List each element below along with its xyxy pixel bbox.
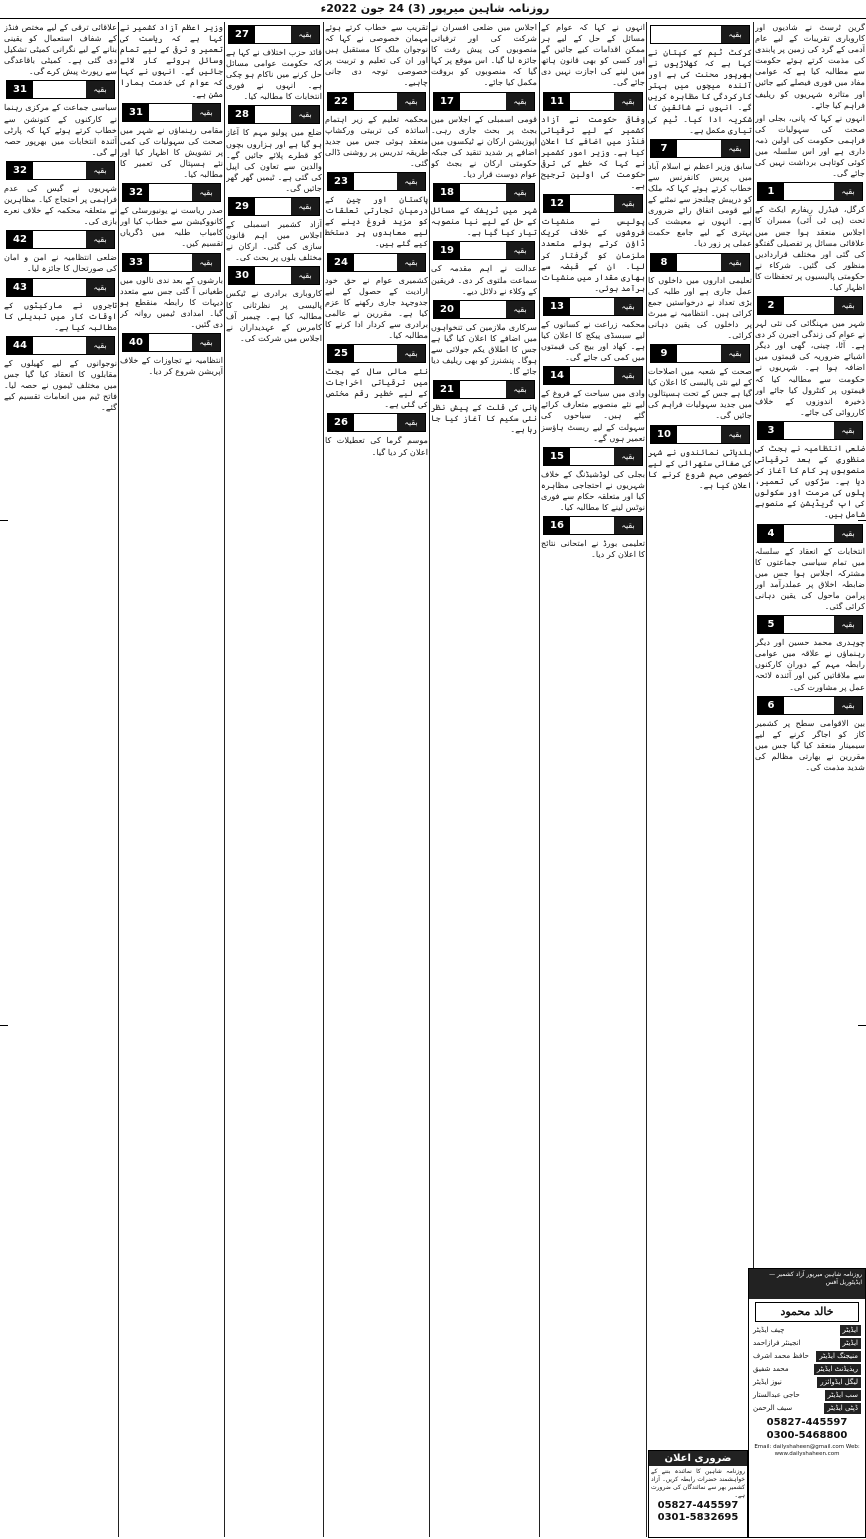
continuation-number: 10 (651, 426, 677, 443)
imprint-footer: Email: dailyshaheen@gmail.com Web: www.dailyshaheen.com (754, 1444, 860, 1457)
continuation-paragraph: چوہدری محمد حسین اور دیگر رہنماؤں نے علاقہ میں عوامی رابطہ مہم کے دوران کارکنوں سے ملاقاتیں کیں اور آئندہ لائحہ عمل پر مشاورت کی۔ (755, 637, 865, 692)
continuation-tag: بقیہ (506, 242, 534, 259)
continuation-tag: بقیہ (721, 26, 749, 43)
continuation-paragraph: ضلع میں پولیو مہم کا آغاز ہو گیا ہے اور ہزاروں بچوں کو قطرے پلائے جائیں گے۔ والدین سے تعاون کی اپیل کی گئی ہے۔ ٹیمیں گھر گھر جائیں گی۔ (226, 127, 322, 193)
continuation-box (6, 336, 115, 355)
continuation-box (433, 380, 535, 399)
continuation-paragraph: بجلی کی لوڈشیڈنگ کے خلاف شہریوں نے احتجاجی مظاہرہ کیا اور متعلقہ حکام سے فوری نوٹس لینے کا مطالبہ کیا۔ (541, 468, 645, 512)
continuation-box (757, 615, 863, 634)
continuation-paragraph: تعلیمی اداروں میں داخلوں کا عمل جاری ہے اور طلبہ کی بڑی تعداد نے درخواستیں جمع کرائی ہیں۔ انتظامیہ نے میرٹ پر داخلوں کی یقین دہانی کرائی۔ (648, 274, 752, 340)
notice-phone: 05827-445597 (657, 1500, 739, 1511)
continuation-paragraph: انتظامیہ نے تجاوزات کے خلاف آپریشن شروع کر دیا۔ (120, 354, 223, 377)
continuation-number: 31 (123, 104, 149, 121)
continuation-box (650, 25, 750, 44)
continuation-box (327, 413, 426, 432)
continuation-paragraph: محکمہ زراعت نے کسانوں کے لیے سبسڈی پیکج کا اعلان کیا ہے۔ کھاد اور بیج کی قیمتوں میں کمی کی جائے گی۔ (541, 318, 645, 363)
imprint-role: منیجنگ ایڈیٹر (816, 1351, 861, 1362)
continuation-tag: بقیہ (86, 81, 114, 98)
continuation-tag: بقیہ (397, 254, 425, 271)
continuation-paragraph: سابق وزیر اعظم نے اسلام آباد میں پریس کانفرنس سے خطاب کرتے ہوئے کہا کہ ملک کو درپیش چیلنجز سے نمٹنے کے لیے قومی اتفاق رائے ضروری ہے۔ انہوں نے معیشت کی بہتری کے لیے جامع حکمت عملی پر زور دیا۔ (648, 160, 752, 249)
continuation-tag: بقیہ (614, 298, 642, 315)
continuation-tag: بقیہ (614, 93, 642, 110)
continuation-number: 17 (434, 93, 460, 110)
notice-box (648, 1450, 748, 1538)
news-column (325, 22, 428, 1537)
continuation-tag: بقیہ (614, 517, 642, 534)
continuation-box (228, 197, 320, 216)
continuation-box (228, 105, 320, 124)
imprint-role-row (753, 1325, 861, 1336)
continuation-box (543, 194, 643, 213)
notice-body: روزنامہ شاہین کا نمائندہ بننے کے خواہشمند حضرات رابطہ کریں۔ آزاد کشمیر بھر سے نمائندگان کی ضرورت ہے۔ (651, 1468, 745, 1499)
continuation-box (6, 161, 115, 180)
imprint-roles (749, 1325, 865, 1414)
imprint-role-row (753, 1338, 861, 1349)
continuation-box (433, 300, 535, 319)
continuation-tag: بقیہ (834, 616, 862, 633)
continuation-tag: بقیہ (192, 334, 220, 351)
continuation-number: 31 (7, 81, 33, 98)
masthead-rule (0, 18, 866, 19)
imprint-role-row (753, 1390, 861, 1401)
continuation-number: 42 (7, 231, 33, 248)
continuation-tag: بقیہ (721, 426, 749, 443)
continuation-paragraph: کشمیری عوام نے حق خود ارادیت کے حصول کے لیے جدوجہد جاری رکھنے کا عزم کیا ہے۔ مقررین نے عالمی برادری سے کردار ادا کرنے کا مطالبہ کیا۔ (325, 274, 428, 340)
imprint-header: روزنامہ شاہین میرپور آزاد کشمیر — ایڈیٹوریل آفس (749, 1269, 865, 1299)
continuation-box (327, 253, 426, 272)
imprint-role: سب ایڈیٹر (825, 1390, 861, 1401)
continuation-box (757, 182, 863, 201)
continuation-tag: بقیہ (506, 301, 534, 318)
continuation-box (757, 421, 863, 440)
continuation-box (543, 447, 643, 466)
fold-mark (0, 1025, 8, 1026)
imprint-role: لیگل ایڈوائزر (817, 1377, 861, 1388)
notice-phone: 0301-5832695 (657, 1512, 739, 1523)
continuation-tag: بقیہ (86, 337, 114, 354)
continuation-number: 20 (434, 301, 460, 318)
continuation-number: 14 (544, 367, 570, 384)
continuation-tag: بقیہ (721, 254, 749, 271)
continuation-paragraph: قائد حزب اختلاف نے کہا ہے کہ حکومت عوامی مسائل حل کرنے میں ناکام ہو چکی ہے۔ انہوں نے فوری انتخابات کا مطالبہ کیا۔ (226, 47, 322, 102)
continuation-paragraph: کاروباری برادری نے ٹیکس پالیسی پر نظرثانی کا مطالبہ کیا ہے۔ چیمبر آف کامرس کے عہدیداران نے اجلاس میں شرکت کی۔ (226, 288, 322, 343)
continuation-number: 8 (651, 254, 677, 271)
continuation-number: 27 (229, 26, 255, 43)
continuation-tag: بقیہ (614, 195, 642, 212)
column-paragraph: گرین ٹرسٹ نے شادیوں اور کاروباری تقریبات کے لیے عام آدمی کے گرد کی زمین پر پابندی کی مذمت کرتے ہوئے حکومت سے مطالبہ کیا ہے کہ عوامی مفاد میں فوری فیصلے کیے جائیں اور متاثرہ شہریوں کو ریلیف فراہم کیا جائے۔ (755, 22, 865, 110)
continuation-paragraph: کرکٹ ٹیم کے کپتان نے کہا ہے کہ کھلاڑیوں نے بھرپور محنت کی ہے اور آئندہ میچوں میں بہتر کارکردگی کا مظاہرہ کریں گے۔ انہوں نے شائقین کا شکریہ ادا کیا۔ ٹیم کی تیاری مکمل ہے۔ (648, 47, 752, 135)
imprint-person: انجینئر فرازاحمد (753, 1339, 801, 1347)
continuation-box (543, 92, 643, 111)
continuation-tag: بقیہ (291, 198, 319, 215)
imprint-role: ایڈیٹر (840, 1338, 862, 1349)
fold-mark (858, 520, 866, 521)
continuation-box (650, 425, 750, 444)
column-rule (539, 22, 540, 1537)
continuation-paragraph: کرگل، فیڈرل ریفارم ایکٹ کے تحت (پی ٹی آئی) ممبران کا اجلاس منعقد ہوا جس میں علاقائی مسائل پر تفصیلی گفتگو کی گئی اور مختلف قراردادیں منظور کی گئیں۔ شرکاء نے حکومتی پالیسیوں پر تحفظات کا اظہار کیا۔ (755, 204, 865, 292)
masthead: روزنامہ شاہین میرپور (3) 24 جون 2022ء (320, 2, 550, 15)
continuation-paragraph: پاکستان اور چین کے درمیان تجارتی تعلقات کو مزید فروغ دینے کے لیے معاہدوں پر دستخط کیے گئے ہیں۔ (325, 194, 428, 249)
continuation-number: 22 (328, 93, 354, 110)
continuation-number: 32 (123, 184, 149, 201)
continuation-paragraph: بارشوں کے بعد ندی نالوں میں طغیانی آ گئی جس سے متعدد دیہات کا رابطہ منقطع ہو گیا۔ امدادی ٹیمیں روانہ کر دی گئیں۔ (120, 274, 223, 329)
continuation-tag: بقیہ (834, 183, 862, 200)
continuation-number: 26 (328, 414, 354, 431)
continuation-number: 25 (328, 345, 354, 362)
imprint-phone: 05827-445597 (766, 1417, 848, 1428)
continuation-number: 6 (758, 697, 784, 714)
imprint-role: ریذیڈنٹ ایڈیٹر (814, 1364, 861, 1375)
continuation-tag: بقیہ (834, 297, 862, 314)
continuation-box (327, 92, 426, 111)
continuation-paragraph: نوجوانوں کے لیے کھیلوں کے مقابلوں کا انعقاد کیا گیا جس میں مختلف ٹیموں نے حصہ لیا۔ فاتح ٹیم میں انعامات تقسیم کیے گئے۔ (4, 357, 117, 413)
continuation-number: 19 (434, 242, 460, 259)
continuation-number: 24 (328, 254, 354, 271)
fold-mark (0, 520, 8, 521)
continuation-number: 2 (758, 297, 784, 314)
continuation-number: 3 (758, 422, 784, 439)
continuation-paragraph: سرکاری ملازمین کی تنخواہوں میں اضافے کا اعلان کیا گیا ہے جس کا اطلاق یکم جولائی سے ہوگا۔ پنشنرز کو بھی ریلیف دیا جائے گا۔ (431, 321, 537, 377)
continuation-box (433, 92, 535, 111)
continuation-paragraph: تعلیمی بورڈ نے امتحانی نتائج کا اعلان کر دیا۔ (541, 538, 645, 560)
continuation-paragraph: صدر ریاست نے یونیورسٹی کے کانووکیشن سے خطاب کیا اور کامیاب طلبہ میں ڈگریاں تقسیم کیں۔ (120, 205, 223, 249)
continuation-box (6, 230, 115, 249)
continuation-box (122, 103, 221, 122)
continuation-paragraph: بلدیاتی نمائندوں نے شہر کی صفائی ستھرائی کے لیے خصوصی مہم شروع کرنے کا اعلان کیا ہے۔ (648, 446, 752, 490)
column-paragraph: انہوں نے کہا کہ پانی، بجلی اور صحت کی سہولیات کی فراہمی حکومت کی اولین ذمہ داری ہے اور اس سلسلہ میں کوئی کوتاہی برداشت نہیں کی جائے گی۔ (755, 112, 865, 179)
continuation-tag: بقیہ (397, 93, 425, 110)
continuation-paragraph: نئے مالی سال کے بجٹ میں ترقیاتی اخراجات کے لیے خطیر رقم مختص کی گئی ہے۔ (325, 366, 428, 410)
column-paragraph: تقریب سے خطاب کرتے ہوئے مہمان خصوصی نے کہا کہ نوجوان ملک کا مستقبل ہیں اور ان کی تعلیم و تربیت پر خصوصی توجہ دی جانی چاہیے۔ (325, 22, 428, 88)
continuation-box (543, 297, 643, 316)
imprint-role-row (753, 1377, 861, 1388)
column-paragraph: وزیر اعظم آزاد کشمیر نے کہا ہے کہ ریاست کی تعمیر و ترقی کے لیے تمام وسائل بروئے کار لائے جائیں گے۔ انہوں نے کہا کہ عوام کی خدمت ہمارا مشن ہے۔ (120, 22, 223, 99)
continuation-box (6, 80, 115, 99)
continuation-tag: بقیہ (834, 525, 862, 542)
imprint-role: ایڈیٹر (840, 1325, 862, 1336)
continuation-number: 23 (328, 173, 354, 190)
continuation-paragraph: وادی میں سیاحت کے فروغ کے لیے نئے منصوبے متعارف کرائے گئے ہیں۔ سیاحوں کی سہولت کے لیے ریسٹ ہاؤسز تعمیر ہوں گے۔ (541, 388, 645, 443)
continuation-box (327, 344, 426, 363)
imprint-role-row (753, 1351, 861, 1362)
continuation-paragraph: عدالت نے اہم مقدمہ کی سماعت ملتوی کر دی۔ فریقین کے وکلاء نے دلائل دیے۔ (431, 263, 537, 296)
continuation-box (228, 25, 320, 44)
continuation-box (433, 241, 535, 260)
continuation-paragraph: پولیس نے منشیات فروشوں کے خلاف کریک ڈاؤن کرتے ہوئے متعدد ملزمان کو گرفتار کر لیا۔ ان کے قبضہ سے بھاری مقدار میں منشیات برآمد ہوئی۔ (541, 216, 645, 293)
continuation-paragraph: ضلعی انتظامیہ نے بجٹ کی منظوری کے بعد ترقیاتی منصوبوں پر کام کا آغاز کر دیا ہے۔ سڑکوں کی تعمیر، پلوں کی مرمت اور سکولوں کی اپ گریڈیشن کے منصوبے شامل ہیں۔ (755, 442, 865, 520)
continuation-number: 33 (123, 254, 149, 271)
imprint-role-row (753, 1403, 861, 1414)
continuation-paragraph: وفاقی حکومت نے آزاد کشمیر کے لیے ترقیاتی فنڈز میں اضافے کا اعلان کیا ہے۔ وزیر امور کشمیر نے کہا کہ خطے کی ترقی حکومت کی اولین ترجیح ہے۔ (541, 113, 645, 191)
continuation-tag: بقیہ (506, 184, 534, 201)
continuation-tag: بقیہ (86, 162, 114, 179)
continuation-box (757, 524, 863, 543)
imprint-person: چیف ایڈیٹر (753, 1326, 785, 1334)
news-column (541, 22, 645, 1537)
imprint-role-row (753, 1364, 861, 1375)
continuation-number: 1 (758, 183, 784, 200)
column-paragraph: انہوں نے کہا کہ عوام کے مسائل کے حل کے لیے ہر ممکن اقدامات کیے جائیں گے اور کسی کو بھی قانون ہاتھ میں لینے کی اجازت نہیں دی جائے گی۔ (541, 22, 645, 88)
continuation-number: 12 (544, 195, 570, 212)
continuation-paragraph: آزاد کشمیر اسمبلی کے اجلاس میں اہم قانون سازی کی گئی۔ ارکان نے مختلف بلوں پر بحث کی۔ (226, 219, 322, 263)
continuation-number: 16 (544, 517, 570, 534)
fold-mark (858, 1025, 866, 1026)
imprint-person: محمد شفیق (753, 1365, 789, 1373)
column-rule (429, 22, 430, 1537)
continuation-paragraph: تاجروں نے مارکیٹوں کے اوقات کار میں تبدیلی کا مطالبہ کیا ہے۔ (4, 299, 117, 332)
continuation-number: 29 (229, 198, 255, 215)
continuation-box (650, 139, 750, 158)
imprint-person: نیوز ایڈیٹر (753, 1378, 782, 1386)
continuation-box (122, 253, 221, 272)
imprint-phone: 0300-5468800 (766, 1430, 848, 1441)
continuation-number: 21 (434, 381, 460, 398)
continuation-box (6, 278, 115, 297)
continuation-paragraph: ضلعی انتظامیہ نے امن و امان کی صورتحال کا جائزہ لیا۔ (4, 252, 117, 274)
news-column (226, 22, 322, 1537)
continuation-box (650, 344, 750, 363)
continuation-paragraph: سیاسی جماعت کے مرکزی رہنما نے کارکنوں کے کنونشن سے خطاب کرتے ہوئے کہا کہ پارٹی آئندہ انتخابات میں بھرپور حصہ لے گی۔ (4, 102, 117, 157)
continuation-number: 44 (7, 337, 33, 354)
continuation-tag: بقیہ (291, 26, 319, 43)
column-rule (118, 22, 119, 1537)
continuation-paragraph: موسم گرما کی تعطیلات کا اعلان کر دیا گیا۔ (325, 435, 428, 457)
news-column (431, 22, 537, 1537)
news-column (648, 22, 752, 1446)
column-paragraph: اجلاس میں ضلعی افسران نے شرکت کی اور ترقیاتی منصوبوں کی پیش رفت کا جائزہ لیا گیا۔ اس موقع پر کہا گیا کہ منصوبوں کو بروقت مکمل کیا جائے۔ (431, 22, 537, 88)
continuation-box (543, 516, 643, 535)
continuation-paragraph: صحت کے شعبہ میں اصلاحات کے لیے نئی پالیسی کا اعلان کیا گیا ہے جس کے تحت ہسپتالوں میں جدید سہولیات فراہم کی جائیں گی۔ (648, 366, 752, 421)
news-column (120, 22, 223, 1537)
continuation-paragraph: مقامی رہنماؤں نے شہر میں صحت کی سہولیات کی کمی پر تشویش کا اظہار کیا اور نئے ہسپتال کی تعمیر کا مطالبہ کیا۔ (120, 124, 223, 180)
imprint-logo: خالد محمود (755, 1302, 859, 1322)
continuation-box (543, 366, 643, 385)
continuation-paragraph: شہر میں ٹریفک کے مسائل کے حل کے لیے نیا منصوبہ تیار کیا گیا ہے۔ (431, 205, 537, 238)
continuation-paragraph: انتخابات کے انعقاد کے سلسلہ میں تمام سیاسی جماعتوں کا مشترکہ اجلاس ہوا جس میں ضابطہ اخلاق پر عملدرآمد اور پرامن ماحول کی یقین دہانی کرائی گئی۔ (755, 545, 865, 612)
continuation-number: 4 (758, 525, 784, 542)
continuation-box (650, 253, 750, 272)
continuation-box (228, 266, 320, 285)
continuation-number: 18 (434, 184, 460, 201)
continuation-number: 7 (651, 140, 677, 157)
continuation-box (757, 696, 863, 715)
continuation-number: 40 (123, 334, 149, 351)
continuation-number: 11 (544, 93, 570, 110)
continuation-tag: بقیہ (291, 267, 319, 284)
notice-title: ضروری اعلان (649, 1451, 747, 1466)
continuation-tag: بقیہ (721, 345, 749, 362)
continuation-box (433, 183, 535, 202)
continuation-tag: بقیہ (397, 173, 425, 190)
continuation-paragraph: شہریوں نے گیس کی عدم فراہمی پر احتجاج کیا۔ مظاہرین نے متعلقہ محکمہ کے خلاف نعرے بازی کی۔ (4, 182, 117, 227)
imprint-person: حافظ محمد اشرف (753, 1352, 809, 1360)
continuation-tag: بقیہ (614, 448, 642, 465)
continuation-tag: بقیہ (834, 422, 862, 439)
continuation-number: 32 (7, 162, 33, 179)
continuation-number: 9 (651, 345, 677, 362)
continuation-tag: بقیہ (192, 104, 220, 121)
continuation-paragraph: محکمہ تعلیم کے زیر اہتمام اساتذہ کی تربیتی ورکشاپ منعقد ہوئی جس میں جدید طریقہ تدریس پر روشنی ڈالی گئی۔ (325, 113, 428, 168)
continuation-number: 43 (7, 279, 33, 296)
news-column (4, 22, 117, 1537)
column-paragraph: علاقائی ترقی کے لیے مختص فنڈز کے شفاف استعمال کو یقینی بنانے کے لیے نگرانی کمیٹی تشکیل دی گئی ہے۔ کمیٹی باقاعدگی سے رپورٹ پیش کرے گی۔ (4, 22, 117, 77)
continuation-box (122, 333, 221, 352)
continuation-tag: بقیہ (86, 279, 114, 296)
column-rule (646, 22, 647, 1537)
continuation-number: 30 (229, 267, 255, 284)
column-rule (323, 22, 324, 1537)
continuation-paragraph: قومی اسمبلی کے اجلاس میں بجٹ پر بحث جاری رہی۔ اپوزیشن ارکان نے ٹیکسوں میں اضافے پر شدید تنقید کی جبکہ حکومتی ارکان نے بجٹ کو عوام دوست قرار دیا۔ (431, 113, 537, 180)
continuation-number: 15 (544, 448, 570, 465)
continuation-tag: بقیہ (192, 184, 220, 201)
news-column (755, 22, 865, 1265)
continuation-paragraph: شہر میں مہنگائی کی نئی لہر نے عوام کی زندگی اجیرن کر دی ہے۔ آٹا، چینی، گھی اور دیگر اشیائے ضروریہ کی قیمتوں میں اضافہ ہوا ہے۔ شہریوں نے حکومت سے مطالبہ کیا کہ قیمتوں پر کنٹرول کیا جائے اور ذخیرہ اندوزوں کے خلاف کارروائی کی جائے۔ (755, 318, 865, 417)
continuation-box (122, 183, 221, 202)
continuation-paragraph: پانی کی قلت کے پیش نظر نئی سکیم کا آغاز کیا جا رہا ہے۔ (431, 402, 537, 435)
continuation-tag: بقیہ (506, 381, 534, 398)
continuation-number: 5 (758, 616, 784, 633)
column-rule (224, 22, 225, 1537)
continuation-tag: بقیہ (834, 697, 862, 714)
imprint-person: حاجی عبدالستار (753, 1391, 800, 1399)
continuation-tag: بقیہ (397, 345, 425, 362)
imprint-role: ڈپٹی ایڈیٹر (824, 1403, 861, 1414)
continuation-number: 28 (229, 106, 255, 123)
continuation-box (327, 172, 426, 191)
continuation-tag: بقیہ (614, 367, 642, 384)
imprint-box (748, 1268, 866, 1538)
imprint-person: سیف الرحمن (753, 1404, 793, 1412)
continuation-tag: بقیہ (506, 93, 534, 110)
continuation-tag: بقیہ (291, 106, 319, 123)
continuation-tag: بقیہ (192, 254, 220, 271)
continuation-tag: بقیہ (397, 414, 425, 431)
continuation-box (757, 296, 863, 315)
continuation-tag: بقیہ (721, 140, 749, 157)
continuation-tag: بقیہ (86, 231, 114, 248)
continuation-paragraph: بین الاقوامی سطح پر کشمیر کاز کو اجاگر کرنے کے لیے سیمینار منعقد کیا گیا جس میں مقررین نے بھارتی مظالم کی شدید مذمت کی۔ (755, 717, 865, 772)
continuation-number: 13 (544, 298, 570, 315)
